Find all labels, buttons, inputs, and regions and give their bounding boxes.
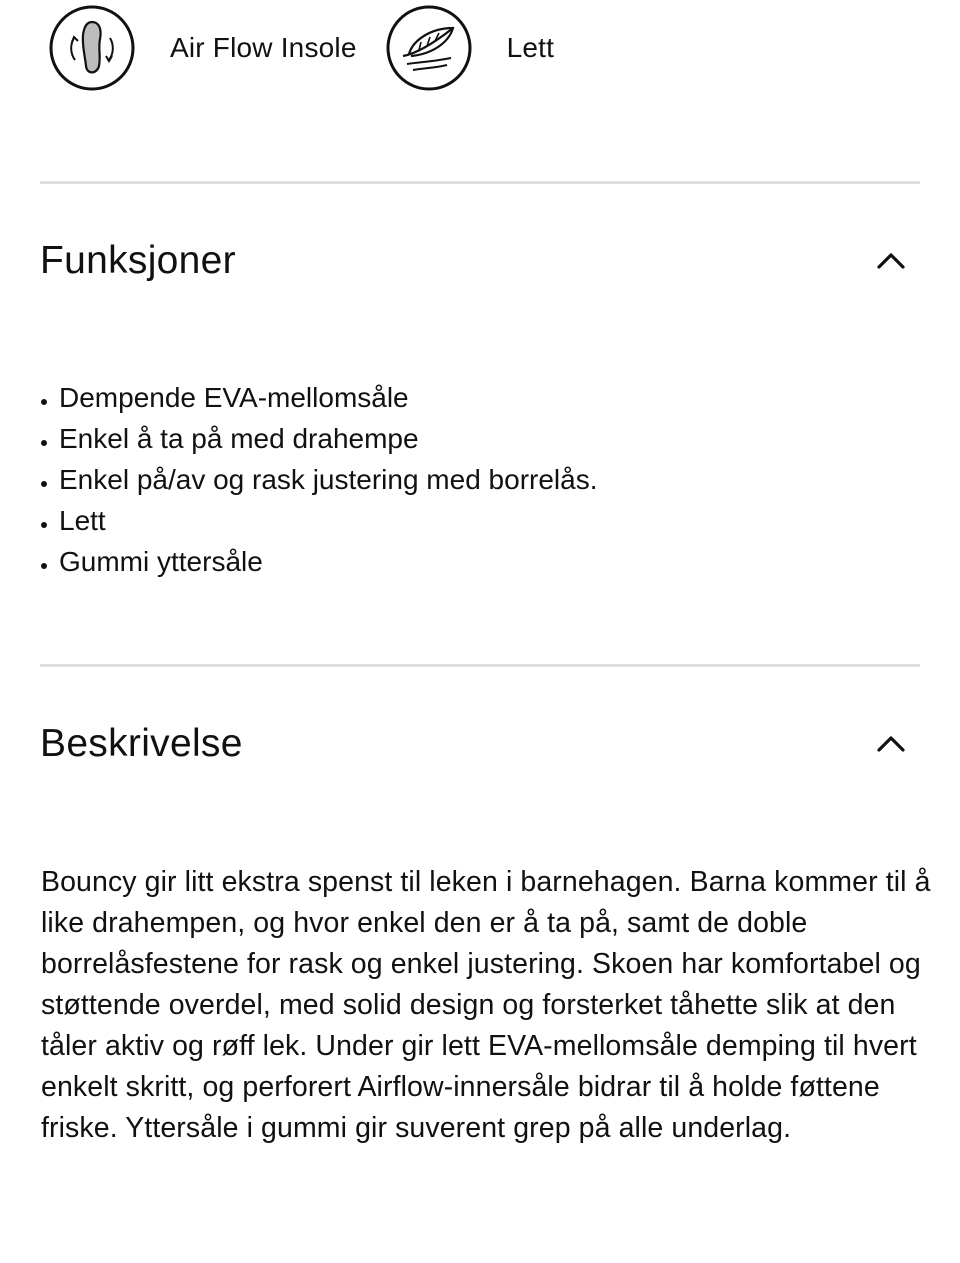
description-section-title: Beskrivelse — [40, 722, 243, 765]
feature-label-lett: Lett — [506, 32, 555, 63]
feature-air-flow-insole — [48, 4, 357, 92]
insole-icon — [48, 4, 136, 92]
product-features-row — [48, 0, 554, 96]
list-item: Enkel på/av og rask justering med borrelås. — [40, 459, 598, 500]
list-item: Enkel å ta på med drahempe — [40, 418, 598, 459]
list-item: Dempende EVA-mellomsåle — [40, 377, 598, 418]
feather-icon — [385, 4, 473, 92]
description-section-header[interactable] — [40, 714, 920, 774]
list-item: Gummi yttersåle — [40, 541, 598, 582]
functions-list — [40, 377, 598, 582]
functions-section-header[interactable] — [40, 231, 920, 291]
section-divider — [40, 181, 920, 184]
feature-lett — [385, 4, 555, 92]
feature-label-air-flow-insole: Air Flow Insole — [170, 32, 357, 63]
list-item: Lett — [40, 500, 598, 541]
section-divider — [40, 664, 920, 667]
functions-section-title: Funksjoner — [40, 239, 236, 282]
chevron-up-icon[interactable] — [874, 727, 908, 761]
description-text: Bouncy gir litt ekstra spenst til leken i barnehagen. Barna kommer til å like drahempen, og hvor enkel den er å ta på, samt de doble borrelåsfestene for rask og enkel justering. Skoen har komfortabel og støttende overdel, med solid design og forsterket tåhette slik at den tåler aktiv og røff lek. Under gir lett EVA-mellomsåle demping til hvert enkelt skritt, og perforert Airflow-innersåle bidrar til å holde føttene friske. Yttersåle i gummi gir suverent grep på alle underlag. — [41, 866, 931, 1144]
chevron-up-icon[interactable] — [874, 244, 908, 278]
